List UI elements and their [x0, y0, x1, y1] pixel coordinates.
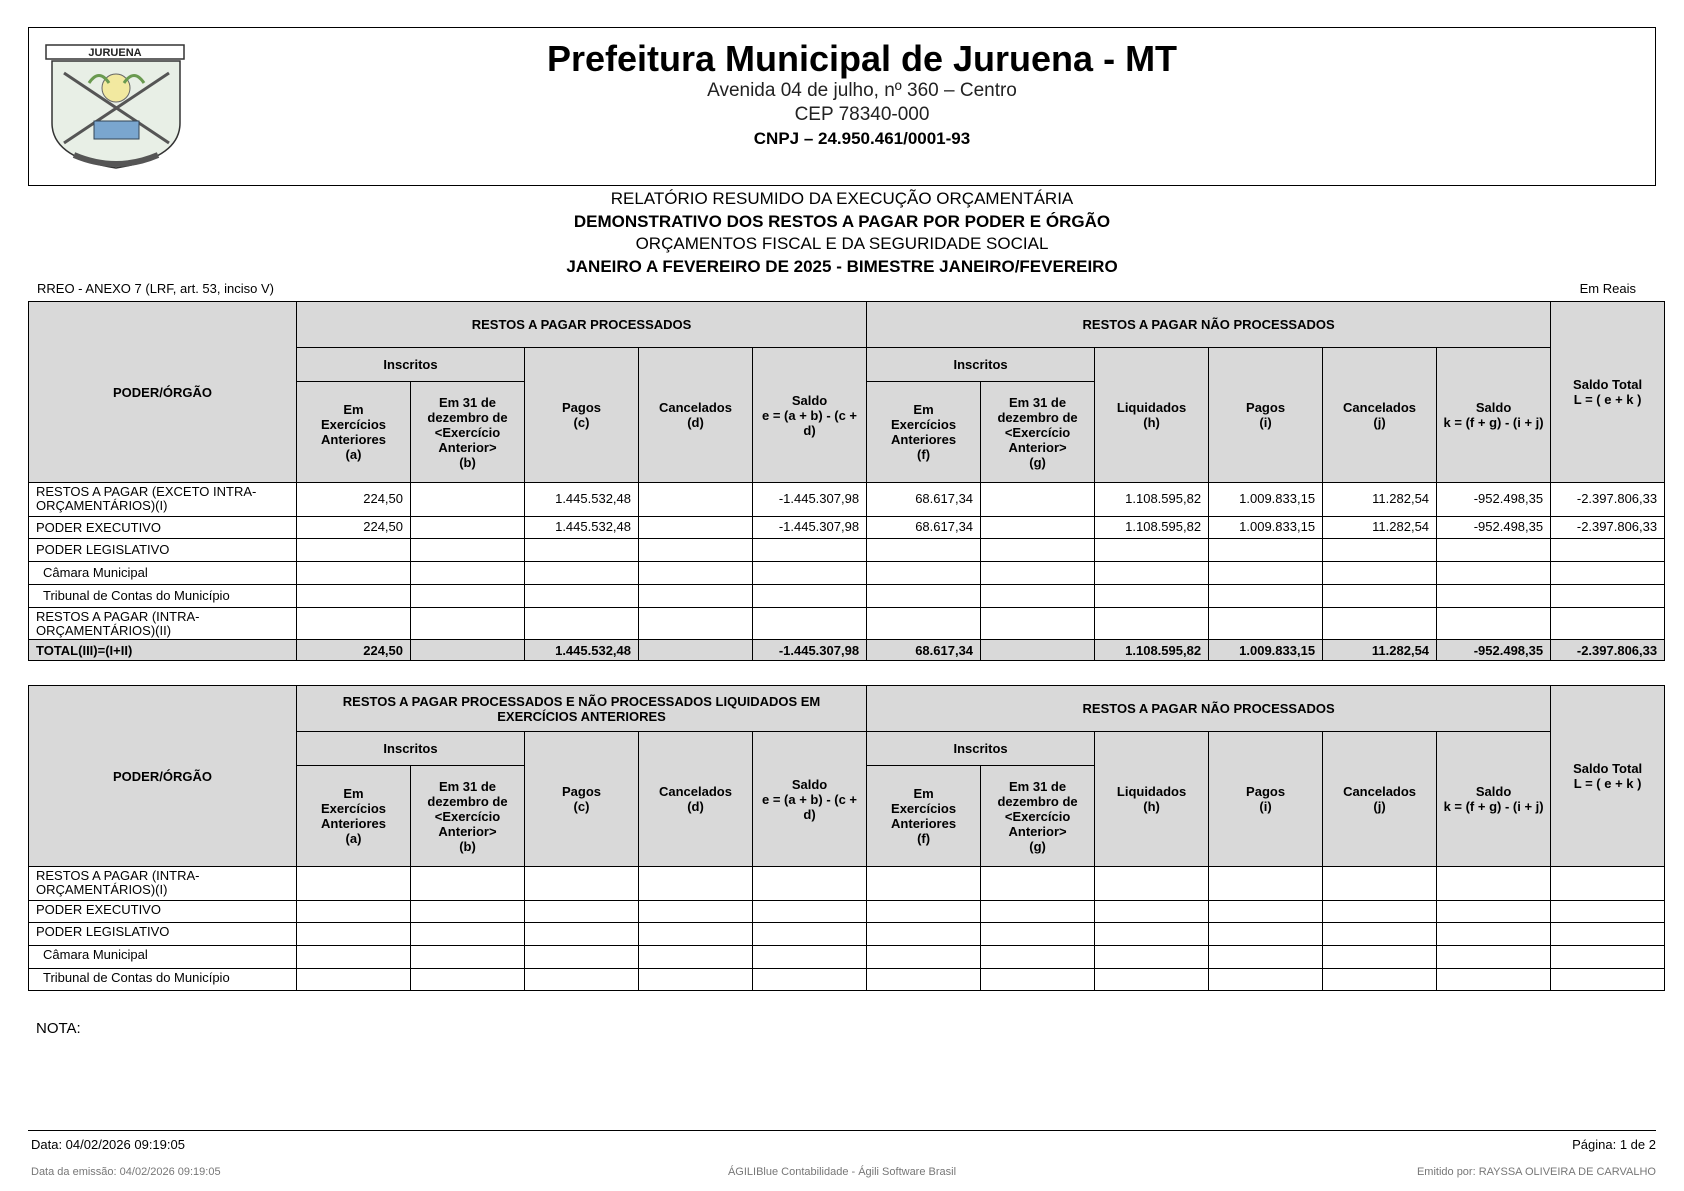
cell-k [1437, 969, 1551, 991]
header-line: Liquidados [1116, 784, 1187, 799]
cell-j [1323, 539, 1437, 562]
cell-k [1437, 562, 1551, 585]
cell-d [639, 969, 753, 991]
header-line: Exercícios [320, 417, 387, 432]
cell-d [639, 946, 753, 969]
header-line: Pagos [1246, 784, 1286, 799]
cell-i [1209, 608, 1323, 640]
cell-h: 1.108.595,82 [1095, 483, 1209, 517]
header-line: d) [803, 422, 816, 438]
total-cell-d [639, 640, 753, 661]
col-pagos-i [1209, 348, 1323, 483]
header-line: e = (a + b) - (c + [762, 791, 858, 807]
cell-l [1551, 562, 1665, 585]
header-line: Cancelados [659, 400, 732, 415]
row-label: RESTOS A PAGAR (INTRA-ORÇAMENTÁRIOS)(II) [29, 608, 297, 640]
row-label: Tribunal de Contas do Município [29, 585, 297, 608]
cell-i [1209, 969, 1323, 991]
group-processados: RESTOS A PAGAR PROCESSADOS [297, 302, 867, 348]
col-em-exercicios-f [867, 382, 981, 483]
cell-k [1437, 539, 1551, 562]
cell-g [981, 923, 1095, 946]
header-line: Pagos [561, 400, 601, 415]
header-line: e = (a + b) - (c + [762, 407, 858, 423]
header-line: Anteriores [891, 432, 957, 447]
cell-e [753, 946, 867, 969]
cell-e [753, 585, 867, 608]
col-saldo-e [753, 348, 867, 483]
col-em-exercicios-a-2 [297, 766, 411, 867]
cell-i [1209, 946, 1323, 969]
col-pagos-c [525, 348, 639, 483]
header-line: Anterior> [438, 823, 497, 839]
row-label: PODER EXECUTIVO [29, 517, 297, 539]
cell-d [639, 585, 753, 608]
footer-emitted-by: Emitido por: RAYSSA OLIVEIRA DE CARVALHO [1416, 1166, 1656, 1178]
cell-f [867, 867, 981, 901]
header-line: Em [343, 402, 364, 417]
nota-label: NOTA: [36, 1020, 81, 1037]
footer-software: ÁGILIBlue Contabilidade - Ágili Software Brasil [727, 1166, 957, 1178]
cell-f [867, 946, 981, 969]
cell-e [753, 923, 867, 946]
inscritos-processados-2: Inscritos [297, 732, 525, 766]
inscritos-processados: Inscritos [297, 348, 525, 382]
cell-c: 1.445.532,48 [525, 483, 639, 517]
cell-j: 11.282,54 [1323, 483, 1437, 517]
header-line: dezembro de [997, 793, 1078, 809]
cell-j [1323, 923, 1437, 946]
cell-b [411, 483, 525, 517]
col-cancelados-d-2 [639, 732, 753, 867]
anexo-label: RREO - ANEXO 7 (LRF, art. 53, inciso V) [37, 281, 274, 296]
table-row [29, 901, 1665, 923]
cell-e [753, 562, 867, 585]
cell-b [411, 585, 525, 608]
col-cancelados-j-2 [1323, 732, 1437, 867]
cell-c [525, 608, 639, 640]
cell-e: -1.445.307,98 [753, 517, 867, 539]
cell-d [639, 867, 753, 901]
total-cell-b [411, 640, 525, 661]
cell-f [867, 562, 981, 585]
cell-k: -952.498,35 [1437, 483, 1551, 517]
total-cell-f: 68.617,34 [867, 640, 981, 661]
cell-b [411, 901, 525, 923]
header-line: (j) [1373, 799, 1386, 814]
group-nao-processados: RESTOS A PAGAR NÃO PROCESSADOS [867, 302, 1551, 348]
table-row [29, 608, 1665, 640]
cell-a [297, 539, 411, 562]
cell-k [1437, 867, 1551, 901]
cell-e [753, 901, 867, 923]
total-cell-h: 1.108.595,82 [1095, 640, 1209, 661]
header-line: <Exercício [1004, 808, 1071, 824]
col-liquidados-h [1095, 348, 1209, 483]
cell-f [867, 923, 981, 946]
row-label: Tribunal de Contas do Município [29, 969, 297, 991]
cell-g [981, 946, 1095, 969]
cep: CEP 78340-000 [794, 104, 930, 125]
cell-i: 1.009.833,15 [1209, 483, 1323, 517]
cell-f: 68.617,34 [867, 483, 981, 517]
header-line: Anteriores [891, 816, 957, 831]
col-em-31-dez-g [981, 382, 1095, 483]
header-line: (d) [687, 799, 704, 814]
header-line: (c) [573, 799, 590, 814]
total-label: TOTAL(III)=(I+II) [29, 640, 297, 661]
total-cell-g [981, 640, 1095, 661]
total-cell-a: 224,50 [297, 640, 411, 661]
col-em-31-dez-g-2 [981, 766, 1095, 867]
cell-h [1095, 923, 1209, 946]
col-cancelados-j [1323, 348, 1437, 483]
cell-a [297, 923, 411, 946]
cell-j [1323, 901, 1437, 923]
cell-h [1095, 901, 1209, 923]
cell-l: -2.397.806,33 [1551, 483, 1665, 517]
row-label: PODER LEGISLATIVO [29, 539, 297, 562]
total-cell-l: -2.397.806,33 [1551, 640, 1665, 661]
header-line: Em 31 de [1009, 394, 1067, 410]
cell-k [1437, 585, 1551, 608]
table-row [29, 517, 1665, 539]
cell-f [867, 608, 981, 640]
cell-g [981, 969, 1095, 991]
header-line: L = ( e + k ) [1573, 392, 1642, 407]
header-box [28, 27, 1656, 186]
cell-d [639, 901, 753, 923]
header-line: L = ( e + k ) [1573, 776, 1642, 791]
cell-f [867, 539, 981, 562]
header-line: Pagos [561, 784, 601, 799]
table-row [29, 969, 1665, 991]
footer-divider [28, 1130, 1656, 1131]
cell-a [297, 867, 411, 901]
cell-l [1551, 867, 1665, 901]
cell-k: -952.498,35 [1437, 517, 1551, 539]
report-title-1: RELATÓRIO RESUMIDO DA EXECUÇÃO ORÇAMENTÁRIA [610, 189, 1074, 208]
header-line: Saldo [791, 776, 828, 792]
group-processados-liquidados: RESTOS A PAGAR PROCESSADOS E NÃO PROCESSADOS LIQUIDADOS EM EXERCÍCIOS ANTERIORES [297, 686, 867, 732]
total-cell-k: -952.498,35 [1437, 640, 1551, 661]
header-line: (g) [1029, 454, 1046, 470]
col-cancelados-d [639, 348, 753, 483]
cell-j [1323, 867, 1437, 901]
col-poder-orgao: PODER/ÓRGÃO [29, 302, 297, 483]
cell-b [411, 562, 525, 585]
svg-text:JURUENA: JURUENA [88, 47, 142, 59]
footer-date: Data: 04/02/2026 09:19:05 [31, 1137, 185, 1152]
header-line: (a) [345, 447, 362, 462]
cell-h [1095, 608, 1209, 640]
cell-i: 1.009.833,15 [1209, 517, 1323, 539]
cell-a [297, 969, 411, 991]
cell-c [525, 539, 639, 562]
cell-a [297, 562, 411, 585]
cell-l: -2.397.806,33 [1551, 517, 1665, 539]
cell-h [1095, 585, 1209, 608]
cell-j [1323, 969, 1437, 991]
cell-d [639, 562, 753, 585]
cell-b [411, 539, 525, 562]
header-line: <Exercício [434, 424, 501, 440]
cell-i [1209, 867, 1323, 901]
unit-label: Em Reais [1579, 281, 1636, 296]
cell-c [525, 901, 639, 923]
cell-l [1551, 923, 1665, 946]
report-title-2: DEMONSTRATIVO DOS RESTOS A PAGAR POR PODER E ÓRGÃO [573, 211, 1111, 231]
cell-k [1437, 923, 1551, 946]
header-line: (b) [459, 454, 476, 470]
cell-c [525, 923, 639, 946]
col-poder-orgao-2: PODER/ÓRGÃO [29, 686, 297, 867]
header-line: Em 31 de [438, 778, 497, 794]
header-line: k = (f + g) - (i + j) [1443, 799, 1544, 814]
header-line: Exercícios [891, 801, 957, 816]
cell-g [981, 562, 1095, 585]
cell-i [1209, 539, 1323, 562]
cell-l [1551, 901, 1665, 923]
col-saldo-e-2 [753, 732, 867, 867]
row-label: RESTOS A PAGAR (INTRA-ORÇAMENTÁRIOS)(I) [29, 867, 297, 901]
cell-a: 224,50 [297, 517, 411, 539]
header-line: Anteriores [320, 432, 387, 447]
cell-g [981, 483, 1095, 517]
table-row [29, 539, 1665, 562]
col-em-exercicios-f-2 [867, 766, 981, 867]
header-line: (g) [1029, 838, 1046, 854]
cell-h [1095, 946, 1209, 969]
cell-h [1095, 539, 1209, 562]
header-line: (h) [1143, 799, 1160, 814]
cell-g [981, 867, 1095, 901]
inscritos-nao-processados-2: Inscritos [867, 732, 1095, 766]
header-line: Em [913, 402, 934, 417]
table-row [29, 483, 1665, 517]
header-line: Saldo [791, 392, 828, 408]
header-line: (d) [687, 415, 704, 430]
cell-f [867, 901, 981, 923]
header-line: (a) [345, 831, 362, 846]
header-line: Saldo Total [1573, 377, 1643, 392]
cell-g [981, 585, 1095, 608]
header-line: Saldo Total [1573, 761, 1643, 776]
cell-a [297, 585, 411, 608]
row-label: Câmara Municipal [29, 562, 297, 585]
table-row [29, 562, 1665, 585]
cell-e [753, 608, 867, 640]
total-cell-j: 11.282,54 [1323, 640, 1437, 661]
header-line: dezembro de [427, 793, 508, 809]
cell-l [1551, 969, 1665, 991]
cell-l [1551, 539, 1665, 562]
group-nao-processados-2: RESTOS A PAGAR NÃO PROCESSADOS [867, 686, 1551, 732]
table-row [29, 867, 1665, 901]
report-title-4: JANEIRO A FEVEREIRO DE 2025 - BIMESTRE JANEIRO/FEVEREIRO [566, 256, 1118, 276]
cell-c [525, 585, 639, 608]
header-line: Saldo [1475, 784, 1512, 799]
col-pagos-c-2 [525, 732, 639, 867]
cell-h [1095, 562, 1209, 585]
table-row [29, 946, 1665, 969]
header-line: d) [803, 806, 816, 822]
cell-j: 11.282,54 [1323, 517, 1437, 539]
cell-b [411, 923, 525, 946]
header-line: Cancelados [1343, 784, 1417, 799]
col-pagos-i-2 [1209, 732, 1323, 867]
cell-j [1323, 562, 1437, 585]
cell-l [1551, 946, 1665, 969]
cell-b [411, 867, 525, 901]
cell-i [1209, 923, 1323, 946]
header-line: (i) [1259, 415, 1272, 430]
col-saldo-total [1551, 302, 1665, 483]
cell-a [297, 946, 411, 969]
total-cell-i: 1.009.833,15 [1209, 640, 1323, 661]
cell-c [525, 946, 639, 969]
cell-f [867, 969, 981, 991]
table-row [29, 585, 1665, 608]
header-line: (i) [1259, 799, 1272, 814]
inscritos-nao-processados: Inscritos [867, 348, 1095, 382]
header-line: (c) [573, 415, 590, 430]
cell-l [1551, 585, 1665, 608]
col-em-31-dez-b [411, 382, 525, 483]
header-line: k = (f + g) - (i + j) [1443, 415, 1544, 430]
cell-f: 68.617,34 [867, 517, 981, 539]
report-title-3: ORÇAMENTOS FISCAL E DA SEGURIDADE SOCIAL [635, 234, 1049, 253]
cell-i [1209, 585, 1323, 608]
header-line: Anterior> [1008, 439, 1067, 455]
cell-h: 1.108.595,82 [1095, 517, 1209, 539]
cell-c: 1.445.532,48 [525, 517, 639, 539]
total-row [29, 640, 1665, 661]
cell-d [639, 517, 753, 539]
cell-h [1095, 867, 1209, 901]
cell-g [981, 608, 1095, 640]
row-label: PODER EXECUTIVO [29, 901, 297, 923]
col-saldo-k [1437, 348, 1551, 483]
header-line: Em 31 de [1009, 778, 1067, 794]
cell-k [1437, 946, 1551, 969]
header-line: Cancelados [659, 784, 732, 799]
header-line: Anterior> [1008, 823, 1067, 839]
cell-j [1323, 585, 1437, 608]
cell-f [867, 585, 981, 608]
col-saldo-total-2 [1551, 686, 1665, 867]
cell-b [411, 517, 525, 539]
page-title: Prefeitura Municipal de Juruena - MT [546, 38, 1178, 79]
cell-k [1437, 608, 1551, 640]
header-line: (f) [917, 447, 931, 462]
address: Avenida 04 de julho, nº 360 – Centro [707, 80, 1017, 101]
header-line: Saldo [1475, 400, 1512, 415]
cell-b [411, 969, 525, 991]
cell-c [525, 867, 639, 901]
cnpj: CNPJ – 24.950.461/0001-93 [753, 129, 971, 148]
header-line: Anteriores [320, 816, 387, 831]
total-cell-e: -1.445.307,98 [753, 640, 867, 661]
cell-c [525, 969, 639, 991]
footer-emission-date: Data da emissão: 04/02/2026 09:19:05 [31, 1166, 221, 1178]
table-row [29, 923, 1665, 946]
cell-g [981, 517, 1095, 539]
cell-a [297, 901, 411, 923]
cell-j [1323, 608, 1437, 640]
cell-h [1095, 969, 1209, 991]
cell-d [639, 923, 753, 946]
row-label: Câmara Municipal [29, 946, 297, 969]
cell-l [1551, 608, 1665, 640]
total-cell-c: 1.445.532,48 [525, 640, 639, 661]
cell-a: 224,50 [297, 483, 411, 517]
cell-e [753, 969, 867, 991]
restos-a-pagar-liquidados-table [28, 685, 1665, 991]
header-line: (j) [1373, 415, 1386, 430]
col-em-31-dez-b-2 [411, 766, 525, 867]
cell-e: -1.445.307,98 [753, 483, 867, 517]
header-line: Em 31 de [438, 394, 497, 410]
cell-i [1209, 562, 1323, 585]
header-line: Liquidados [1116, 400, 1187, 415]
cell-d [639, 608, 753, 640]
header-line: (b) [459, 838, 476, 854]
cell-j [1323, 946, 1437, 969]
footer-page: Página: 1 de 2 [1572, 1137, 1656, 1152]
header-line: Cancelados [1343, 400, 1417, 415]
header-line: Em [343, 786, 364, 801]
cell-e [753, 867, 867, 901]
col-liquidados-h-2 [1095, 732, 1209, 867]
cell-c [525, 562, 639, 585]
cell-i [1209, 901, 1323, 923]
row-label: PODER LEGISLATIVO [29, 923, 297, 946]
header-line: Em [913, 786, 934, 801]
header-line: <Exercício [434, 808, 501, 824]
header-line: Pagos [1246, 400, 1286, 415]
header-line: dezembro de [997, 409, 1078, 425]
cell-d [639, 539, 753, 562]
header-line: dezembro de [427, 409, 508, 425]
cell-g [981, 901, 1095, 923]
cell-d [639, 483, 753, 517]
cell-a [297, 608, 411, 640]
report-titles [28, 188, 1656, 278]
cell-e [753, 539, 867, 562]
header-line: <Exercício [1004, 424, 1071, 440]
header-line: Exercícios [320, 801, 387, 816]
header-line: (h) [1143, 415, 1160, 430]
header-line: Anterior> [438, 439, 497, 455]
col-em-exercicios-a [297, 382, 411, 483]
cell-b [411, 946, 525, 969]
cell-k [1437, 901, 1551, 923]
cell-b [411, 608, 525, 640]
restos-a-pagar-table [28, 301, 1665, 661]
col-saldo-k-2 [1437, 732, 1551, 867]
header-line: (f) [917, 831, 931, 846]
header-line: Exercícios [891, 417, 957, 432]
cell-g [981, 539, 1095, 562]
row-label: RESTOS A PAGAR (EXCETO INTRA-ORÇAMENTÁRIOS)(I) [29, 483, 297, 517]
